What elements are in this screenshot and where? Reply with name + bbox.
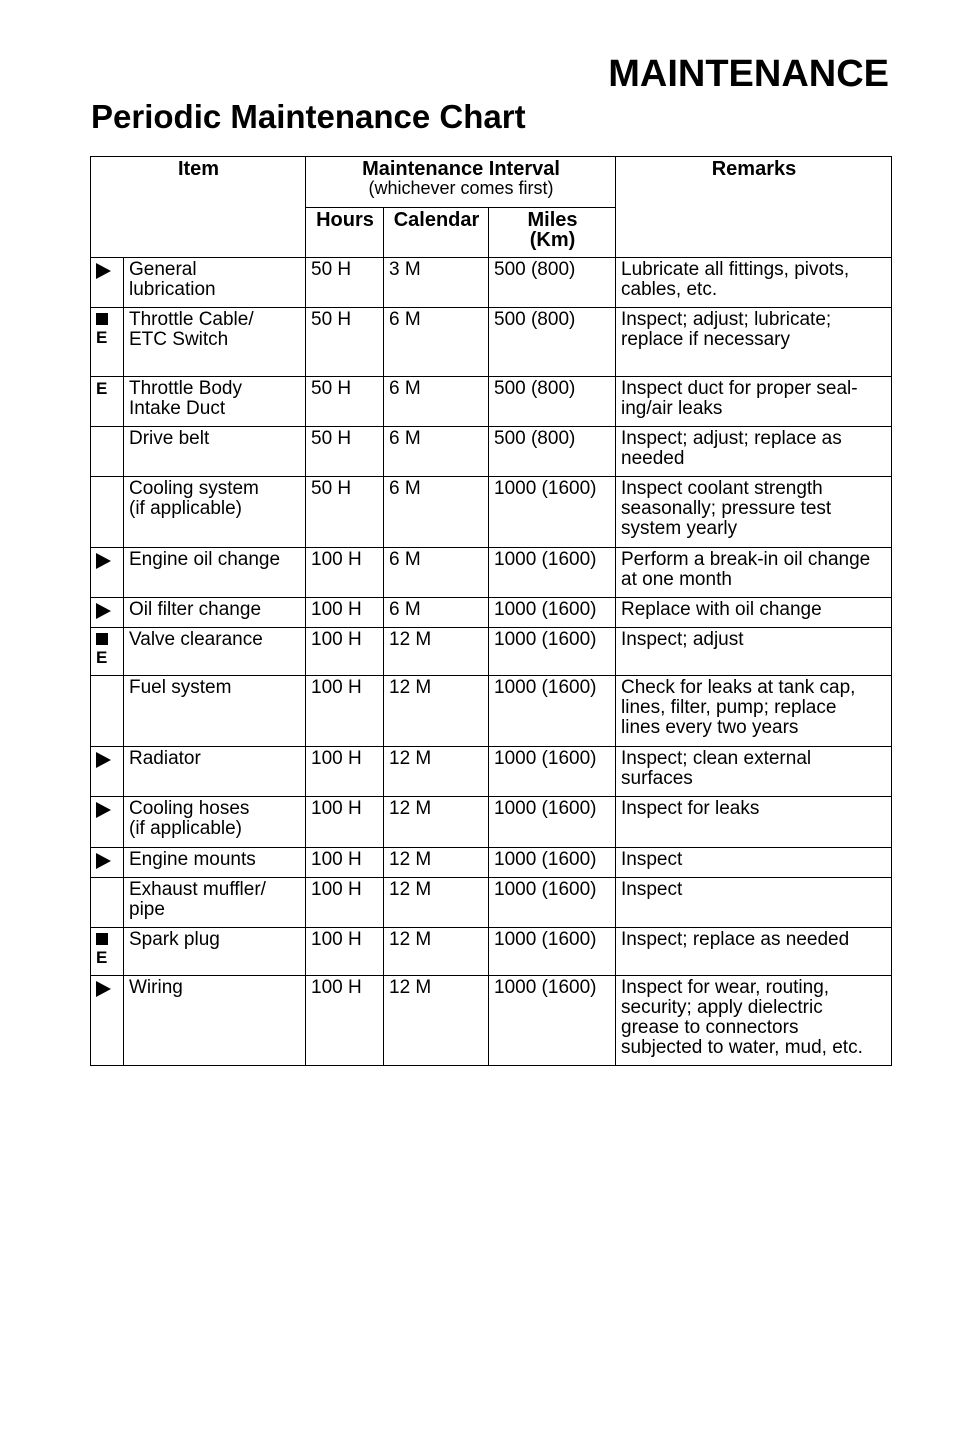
- row-remarks: [616, 308, 892, 377]
- row-remarks: [616, 976, 892, 1066]
- row-calendar: 12 M: [384, 628, 489, 676]
- row-remarks-line: at one month: [621, 569, 732, 590]
- row-item-line: Drive belt: [129, 428, 210, 449]
- row-remarks-line: seasonally; pressure test: [621, 498, 832, 519]
- row-item-line: Cooling hoses: [129, 798, 250, 819]
- row-miles: 1000 (1600): [489, 477, 616, 548]
- row-item: [124, 377, 306, 427]
- row-calendar: 12 M: [384, 747, 489, 797]
- row-remarks-line: Inspect duct for proper seal-: [621, 378, 858, 399]
- row-item: [124, 548, 306, 598]
- row-item: [124, 797, 306, 848]
- header-miles-label: Miles: [527, 209, 578, 231]
- row-remarks-line: Inspect: [621, 879, 683, 900]
- row-remarks-line: lines, filter, pump; replace: [621, 697, 837, 718]
- row-remarks-line: Inspect for wear, routing,: [621, 977, 830, 998]
- row-miles: 1000 (1600): [489, 928, 616, 976]
- header-item: Item: [91, 157, 306, 258]
- emission-marker: E: [96, 328, 108, 347]
- row-hours: 100 H: [306, 548, 384, 598]
- row-marker: [91, 848, 124, 878]
- row-calendar: 12 M: [384, 676, 489, 747]
- table-row: [91, 377, 892, 427]
- row-hours: 50 H: [306, 477, 384, 548]
- row-hours: 100 H: [306, 598, 384, 628]
- row-remarks: [616, 676, 892, 747]
- table-row: [91, 676, 892, 747]
- row-remarks-line: cables, etc.: [621, 279, 718, 300]
- row-item: [124, 747, 306, 797]
- row-calendar: 12 M: [384, 878, 489, 928]
- row-marker: [91, 747, 124, 797]
- row-item-line: Engine oil change: [129, 549, 281, 570]
- row-remarks-line: Inspect; adjust; replace as: [621, 428, 842, 449]
- row-hours: 50 H: [306, 427, 384, 477]
- row-item: [124, 427, 306, 477]
- row-item-line: Exhaust muffler/: [129, 879, 266, 900]
- row-item: [124, 477, 306, 548]
- row-item: [124, 676, 306, 747]
- row-remarks-line: grease to connectors: [621, 1017, 799, 1038]
- header-miles: [489, 208, 616, 258]
- row-remarks-line: Replace with oil change: [621, 599, 822, 620]
- row-item: [124, 258, 306, 308]
- row-remarks-line: needed: [621, 448, 685, 469]
- header-row: [91, 157, 892, 208]
- row-remarks-line: security; apply dielectric: [621, 997, 823, 1018]
- row-miles: 500 (800): [489, 427, 616, 477]
- row-item: [124, 976, 306, 1066]
- row-hours: 100 H: [306, 628, 384, 676]
- table-row: [91, 976, 892, 1066]
- arrow-icon: [96, 752, 111, 768]
- row-marker: [91, 928, 124, 976]
- row-item-line: Wiring: [129, 977, 183, 998]
- row-marker: [91, 976, 124, 1066]
- header-remarks: Remarks: [616, 157, 892, 258]
- emission-marker: E: [96, 379, 108, 398]
- row-item-line: (if applicable): [129, 498, 242, 519]
- arrow-icon: [96, 981, 111, 997]
- row-item: [124, 848, 306, 878]
- header-interval-label: Maintenance Interval: [362, 158, 560, 180]
- row-item-line: Throttle Body: [129, 378, 242, 399]
- row-marker: [91, 308, 124, 377]
- header-interval-note: (whichever comes first): [368, 178, 554, 198]
- row-remarks: [616, 878, 892, 928]
- table-row: [91, 427, 892, 477]
- row-marker: [91, 377, 124, 427]
- row-miles: 1000 (1600): [489, 797, 616, 848]
- square-icon: [96, 313, 108, 325]
- row-miles: 500 (800): [489, 258, 616, 308]
- row-calendar: 12 M: [384, 928, 489, 976]
- arrow-icon: [96, 802, 111, 818]
- row-remarks-line: Inspect; clean external: [621, 748, 812, 769]
- row-item-line: Fuel system: [129, 677, 232, 698]
- table-row: [91, 548, 892, 598]
- square-icon: [96, 633, 108, 645]
- header-calendar: Calendar: [384, 208, 489, 258]
- row-marker: [91, 628, 124, 676]
- row-remarks-line: Inspect: [621, 849, 683, 870]
- row-item-line: Cooling system: [129, 478, 259, 499]
- row-item-line: Radiator: [129, 748, 201, 769]
- row-miles: 500 (800): [489, 308, 616, 377]
- row-calendar: 3 M: [384, 258, 489, 308]
- row-remarks-line: system yearly: [621, 518, 738, 539]
- arrow-icon: [96, 853, 111, 869]
- row-item-line: Intake Duct: [129, 398, 226, 419]
- row-remarks-line: Inspect; replace as needed: [621, 929, 850, 950]
- table-row: [91, 598, 892, 628]
- row-miles: 1000 (1600): [489, 878, 616, 928]
- row-marker: [91, 427, 124, 477]
- row-remarks-line: Perform a break-in oil change: [621, 549, 871, 570]
- row-remarks-line: Inspect coolant strength: [621, 478, 823, 499]
- page-title: Periodic Maintenance Chart: [91, 98, 526, 135]
- row-marker: [91, 676, 124, 747]
- row-item: [124, 928, 306, 976]
- header-miles-unit: (Km): [529, 229, 576, 251]
- table-row: [91, 308, 892, 377]
- row-remarks: [616, 848, 892, 878]
- section-title: MAINTENANCE: [608, 53, 889, 95]
- row-item-line: (if applicable): [129, 818, 242, 839]
- row-item: [124, 598, 306, 628]
- row-marker: [91, 598, 124, 628]
- row-calendar: 6 M: [384, 308, 489, 377]
- row-remarks-line: Inspect for leaks: [621, 798, 760, 819]
- row-remarks: [616, 548, 892, 598]
- row-hours: 50 H: [306, 258, 384, 308]
- row-miles: 1000 (1600): [489, 976, 616, 1066]
- table-row: [91, 747, 892, 797]
- row-item-line: General: [129, 259, 197, 280]
- emission-marker: E: [96, 648, 108, 667]
- row-hours: 100 H: [306, 848, 384, 878]
- table-row: [91, 258, 892, 308]
- row-item-line: Oil filter change: [129, 599, 262, 620]
- row-calendar: 12 M: [384, 797, 489, 848]
- row-item-line: Engine mounts: [129, 849, 256, 870]
- row-marker: [91, 878, 124, 928]
- row-calendar: 6 M: [384, 377, 489, 427]
- row-item: [124, 628, 306, 676]
- row-remarks: [616, 427, 892, 477]
- row-remarks: [616, 747, 892, 797]
- row-miles: 1000 (1600): [489, 848, 616, 878]
- row-calendar: 12 M: [384, 976, 489, 1066]
- row-calendar: 12 M: [384, 848, 489, 878]
- row-miles: 1000 (1600): [489, 676, 616, 747]
- row-marker: [91, 548, 124, 598]
- row-calendar: 6 M: [384, 477, 489, 548]
- row-remarks: [616, 477, 892, 548]
- row-miles: 1000 (1600): [489, 747, 616, 797]
- row-remarks: [616, 258, 892, 308]
- row-item: [124, 308, 306, 377]
- row-item-line: lubrication: [129, 279, 216, 300]
- row-remarks-line: subjected to water, mud, etc.: [621, 1037, 863, 1058]
- row-miles: 1000 (1600): [489, 548, 616, 598]
- row-calendar: 6 M: [384, 598, 489, 628]
- arrow-icon: [96, 553, 111, 569]
- row-item-line: ETC Switch: [129, 329, 229, 350]
- row-remarks: [616, 628, 892, 676]
- arrow-icon: [96, 263, 111, 279]
- maintenance-chart-table: [90, 156, 892, 1066]
- row-marker: [91, 797, 124, 848]
- row-hours: 50 H: [306, 377, 384, 427]
- table-row: [91, 878, 892, 928]
- header-hours: Hours: [306, 208, 384, 258]
- row-item-line: Throttle Cable/: [129, 309, 254, 330]
- header-interval: [306, 157, 616, 208]
- row-miles: 1000 (1600): [489, 598, 616, 628]
- row-remarks-line: lines every two years: [621, 717, 799, 738]
- row-marker: [91, 477, 124, 548]
- row-hours: 100 H: [306, 747, 384, 797]
- table-row: [91, 477, 892, 548]
- square-icon: [96, 933, 108, 945]
- row-remarks: [616, 928, 892, 976]
- row-remarks-line: surfaces: [621, 768, 693, 789]
- row-hours: 100 H: [306, 878, 384, 928]
- row-remarks-line: Inspect; adjust: [621, 629, 744, 650]
- row-remarks-line: Check for leaks at tank cap,: [621, 677, 856, 698]
- row-miles: 1000 (1600): [489, 628, 616, 676]
- row-item-line: Spark plug: [129, 929, 220, 950]
- row-item: [124, 878, 306, 928]
- row-calendar: 6 M: [384, 427, 489, 477]
- row-remarks-line: Inspect; adjust; lubricate;: [621, 309, 832, 330]
- row-hours: 100 H: [306, 976, 384, 1066]
- row-hours: 100 H: [306, 797, 384, 848]
- row-remarks: [616, 377, 892, 427]
- row-remarks-line: replace if necessary: [621, 329, 790, 350]
- table-row: [91, 797, 892, 848]
- row-hours: 100 H: [306, 676, 384, 747]
- row-hours: 50 H: [306, 308, 384, 377]
- row-remarks: [616, 797, 892, 848]
- row-calendar: 6 M: [384, 548, 489, 598]
- arrow-icon: [96, 603, 111, 619]
- row-miles: 500 (800): [489, 377, 616, 427]
- emission-marker: E: [96, 948, 108, 967]
- row-hours: 100 H: [306, 928, 384, 976]
- table-row: [91, 628, 892, 676]
- row-remarks: [616, 598, 892, 628]
- row-item-line: pipe: [129, 899, 165, 920]
- row-remarks-line: ing/air leaks: [621, 398, 723, 419]
- table-row: [91, 928, 892, 976]
- chart-body: [91, 258, 892, 1066]
- row-item-line: Valve clearance: [129, 629, 263, 650]
- row-remarks-line: Lubricate all fittings, pivots,: [621, 259, 850, 280]
- row-marker: [91, 258, 124, 308]
- table-row: [91, 848, 892, 878]
